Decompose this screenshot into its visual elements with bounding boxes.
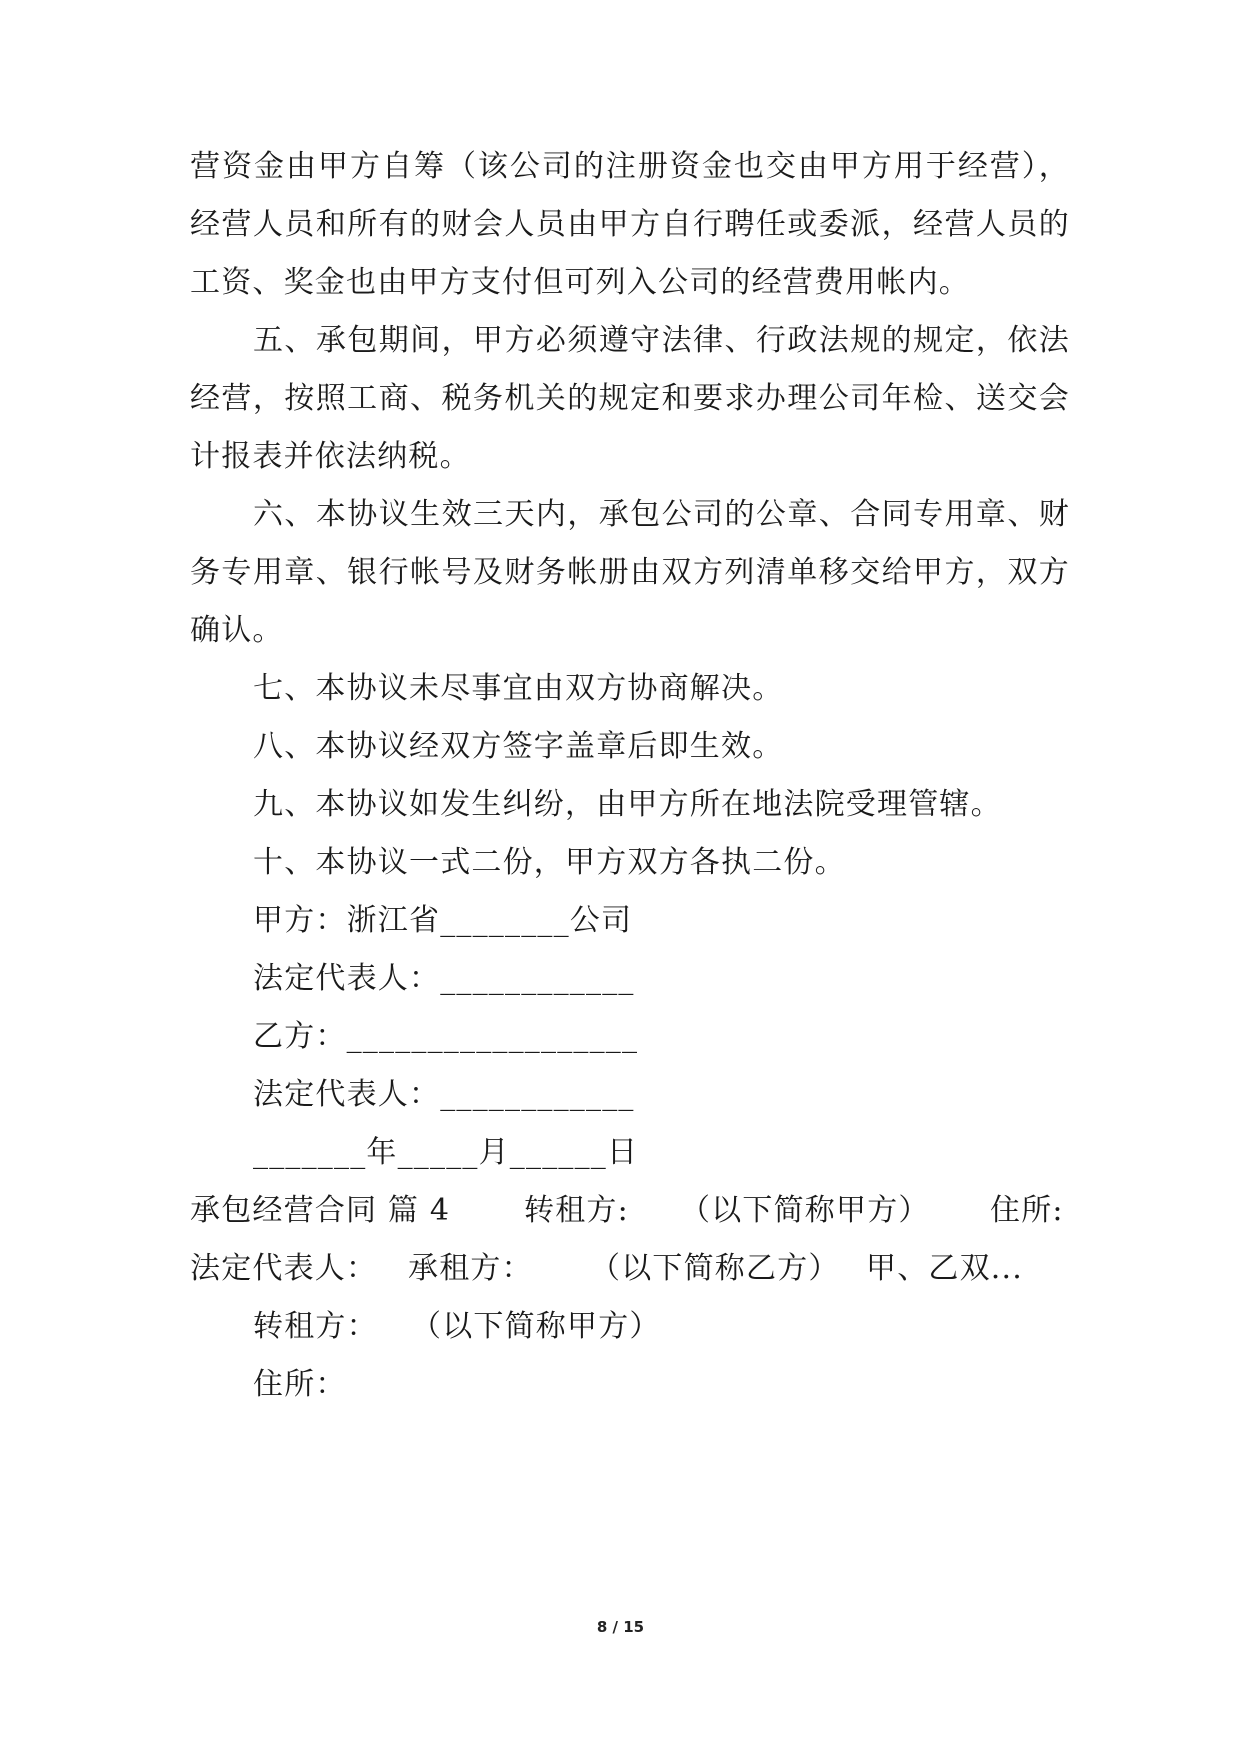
contract-title: 承包经营合同 篇 4: [190, 1193, 451, 1228]
paragraph-line: 工资、奖金也由甲方支付但可列入公司的经营费用帐内。: [190, 265, 970, 300]
party-a-representative-line: 法定代表人：____________: [253, 961, 635, 996]
paragraph-line: 确认。: [190, 613, 284, 648]
paragraph-line: 计报表并依法纳税。: [190, 439, 471, 474]
address-label: 住所:: [990, 1193, 1064, 1228]
clause-ten: 十、本协议一式二份，甲方双方各执二份。: [253, 845, 846, 880]
lessor-note: （以下简称甲方）: [680, 1193, 930, 1228]
summary-line-2: [190, 1249, 1070, 1289]
clause-five: 五、承包期间，甲方必须遵守法律、行政法规的规定，依法: [253, 323, 1070, 358]
clause-seven: 七、本协议未尽事宜由双方协商解决。: [253, 671, 784, 706]
paragraph-line: 经营人员和所有的财会人员由甲方自行聘任或委派，经营人员的: [190, 207, 1070, 242]
lessor-line: [253, 1307, 1070, 1347]
legal-rep-label: 法定代表人：: [190, 1251, 378, 1286]
parties-truncated: 甲、乙双...: [866, 1251, 1024, 1286]
page-number: 8 / 15: [596, 1618, 645, 1636]
lessor-label: 转租方:: [524, 1193, 629, 1228]
party-b-representative-line: 法定代表人：____________: [253, 1077, 635, 1112]
paragraph-line: 务专用章、银行帐号及财务帐册由双方列清单移交给甲方，双方: [190, 555, 1070, 590]
clause-six: 六、本协议生效三天内，承包公司的公章、合同专用章、财: [253, 497, 1070, 532]
lessor-note: （以下简称甲方）: [411, 1309, 661, 1344]
clause-nine: 九、本协议如发生纠纷，由甲方所在地法院受理管辖。: [253, 787, 1002, 822]
party-a-signature-line: 甲方：浙江省________公司: [253, 903, 633, 938]
lessee-label: 承租方：: [408, 1251, 533, 1286]
address-line: 住所：: [253, 1367, 347, 1402]
party-b-signature-line: 乙方：__________________: [253, 1019, 639, 1054]
paragraph-line: 营资金由甲方自筹（该公司的注册资金也交由甲方用于经营），: [190, 149, 1070, 184]
lessor-label: 转租方：: [253, 1309, 378, 1344]
clause-eight: 八、本协议经双方签字盖章后即生效。: [253, 729, 784, 764]
paragraph-line: 经营，按照工商、税务机关的规定和要求办理公司年检、送交会: [190, 381, 1070, 416]
summary-line-1: [190, 1191, 1070, 1231]
lessee-note: （以下简称乙方）: [590, 1251, 840, 1286]
date-line: _______年_____月______日: [253, 1135, 639, 1170]
